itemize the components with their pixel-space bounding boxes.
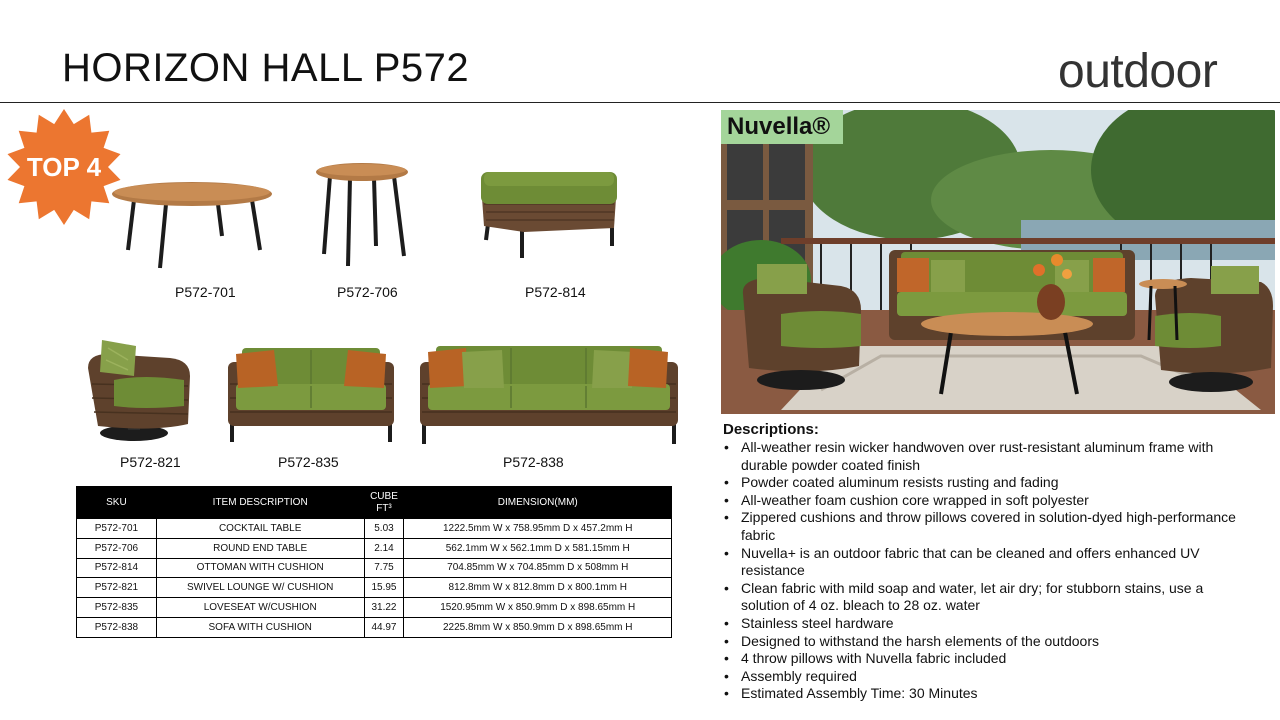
table-header-row xyxy=(77,487,672,519)
brand-logo: outdoor xyxy=(1058,45,1218,98)
cell-cube: 7.75 xyxy=(364,558,404,578)
product-sku-label: P572-814 xyxy=(525,284,586,300)
ottoman-image xyxy=(478,168,620,260)
page-title: HORIZON HALL P572 xyxy=(62,46,470,90)
cell-dimension: 562.1mm W x 562.1mm D x 581.15mm H xyxy=(404,538,672,558)
table-row xyxy=(77,578,672,598)
descriptions-list xyxy=(723,439,1243,703)
column-header-description: ITEM DESCRIPTION xyxy=(156,487,364,519)
cell-description: SWIVEL LOUNGE W/ CUSHION xyxy=(156,578,364,598)
cell-description: OTTOMAN WITH CUSHION xyxy=(156,558,364,578)
product-sku-label: P572-821 xyxy=(120,454,181,470)
cell-cube: 15.95 xyxy=(364,578,404,598)
list-item: • All-weather resin wicker handwoven over rust-resistant aluminum frame with durable powder coated finish xyxy=(723,439,1243,474)
lifestyle-photo xyxy=(721,110,1275,414)
list-item: • Estimated Assembly Time: 30 Minutes xyxy=(723,685,1243,703)
cell-cube: 31.22 xyxy=(364,598,404,618)
product-sku-label: P572-701 xyxy=(175,284,236,300)
nuvella-label: Nuvella® xyxy=(727,113,831,140)
cell-dimension: 2225.8mm W x 850.9mm D x 898.65mm H xyxy=(404,617,672,637)
cell-dimension: 1520.95mm W x 850.9mm D x 898.65mm H xyxy=(404,598,672,618)
product-sku-label: P572-838 xyxy=(503,454,564,470)
cell-dimension: 812.8mm W x 812.8mm D x 800.1mm H xyxy=(404,578,672,598)
cell-cube: 44.97 xyxy=(364,617,404,637)
cell-dimension: 1222.5mm W x 758.95mm D x 457.2mm H xyxy=(404,519,672,539)
product-sku-label: P572-706 xyxy=(337,284,398,300)
cell-sku: P572-838 xyxy=(77,617,157,637)
list-item: • Zippered cushions and throw pillows covered in solution-dyed high-performance fabric xyxy=(723,509,1243,544)
cell-cube: 2.14 xyxy=(364,538,404,558)
sofa-image xyxy=(418,342,680,446)
list-item: • Assembly required xyxy=(723,668,1243,686)
table-row xyxy=(77,519,672,539)
top-badge-label: TOP 4 xyxy=(26,152,102,182)
list-item: • Designed to withstand the harsh elements of the outdoors xyxy=(723,633,1243,651)
cell-sku: P572-835 xyxy=(77,598,157,618)
list-item: • Stainless steel hardware xyxy=(723,615,1243,633)
list-item: • All-weather foam cushion core wrapped in soft polyester xyxy=(723,492,1243,510)
cell-cube: 5.03 xyxy=(364,519,404,539)
table-row xyxy=(77,617,672,637)
header-divider xyxy=(0,102,1280,103)
cell-description: LOVESEAT W/CUSHION xyxy=(156,598,364,618)
list-item: • Powder coated aluminum resists rusting and fading xyxy=(723,474,1243,492)
list-item: • Nuvella+ is an outdoor fabric that can be cleaned and offers enhanced UV resistance xyxy=(723,545,1243,580)
cell-description: ROUND END TABLE xyxy=(156,538,364,558)
cell-description: COCKTAIL TABLE xyxy=(156,519,364,539)
table-row xyxy=(77,538,672,558)
column-header-dimension: DIMENSION(MM) xyxy=(404,487,672,519)
cell-dimension: 704.85mm W x 704.85mm D x 508mm H xyxy=(404,558,672,578)
list-item: • Clean fabric with mild soap and water, let air dry; for stubborn stains, use a solution of 4 oz. bleach to 28 oz. water xyxy=(723,580,1243,615)
list-item: • 4 throw pillows with Nuvella fabric included xyxy=(723,650,1243,668)
column-header-cube: CUBE FT³ xyxy=(364,487,404,519)
table-row xyxy=(77,598,672,618)
spec-table xyxy=(76,486,672,638)
product-sku-label: P572-835 xyxy=(278,454,339,470)
cell-sku: P572-701 xyxy=(77,519,157,539)
cell-sku: P572-706 xyxy=(77,538,157,558)
swivel-chair-image xyxy=(84,340,196,444)
end-table-image xyxy=(312,160,412,270)
cell-description: SOFA WITH CUSHION xyxy=(156,617,364,637)
table-row xyxy=(77,558,672,578)
loveseat-image xyxy=(226,344,396,444)
cocktail-table-image xyxy=(110,180,274,272)
cell-sku: P572-814 xyxy=(77,558,157,578)
cell-sku: P572-821 xyxy=(77,578,157,598)
descriptions-heading: Descriptions: xyxy=(723,421,819,438)
column-header-sku: SKU xyxy=(77,487,157,519)
